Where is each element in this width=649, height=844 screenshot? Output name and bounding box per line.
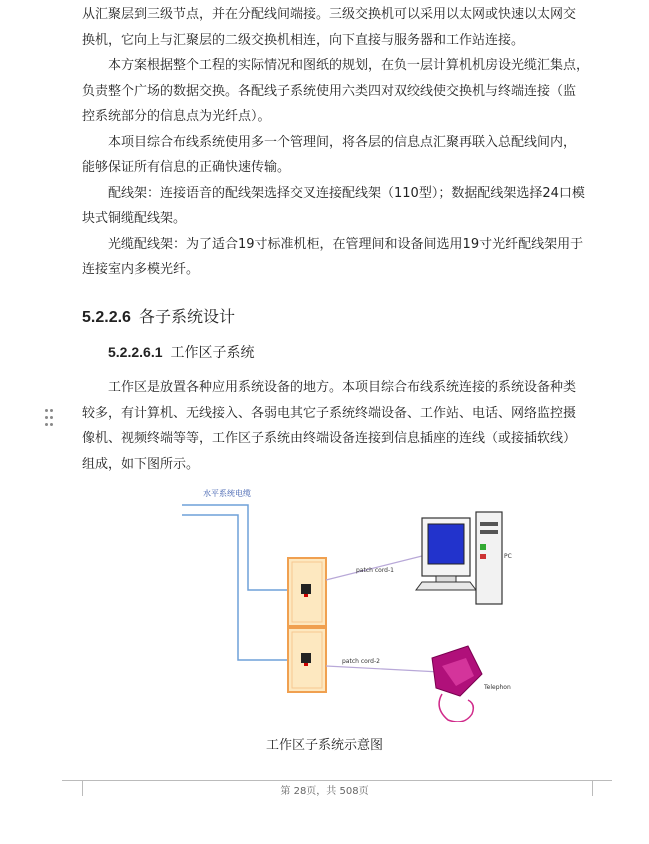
text-line: 较多，有计算机、无线接入、各弱电其它子系统终端设备、工作站、电话、网络监控摄 xyxy=(82,405,577,421)
text-line: 负责整个广场的数据交换。各配线子系统使用六类四对双绞线使交换机与终端连接（监 xyxy=(82,83,577,99)
telephone-icon xyxy=(432,646,511,722)
footer-divider xyxy=(82,780,592,781)
text-line: 本方案根据整个工程的实际情况和图纸的规划，在负一层计算机机房设光缆汇集点， xyxy=(108,58,590,73)
text-line: 工作区是放置各种应用系统设备的地方。本项目综合布线系统连接的系统设备种类 xyxy=(108,380,577,395)
subsection-heading-5-2-2-6-1 xyxy=(108,342,255,362)
page-corner-mark xyxy=(592,780,612,781)
heading-title: 各子系统设计 xyxy=(138,307,235,326)
pc-label: PC xyxy=(504,553,512,560)
heading-number: 5.2.2.6 xyxy=(82,309,131,326)
information-outlet-lower xyxy=(288,628,326,692)
text-line: 像机、视频终端等等，工作区子系统由终端设备连接到信息插座的连线（或接插软线） xyxy=(82,431,577,446)
patch-cord-1-label: patch cord-1 xyxy=(356,567,394,574)
cable-label: 水平系统电缆 xyxy=(203,489,251,498)
body-text-work-area xyxy=(82,375,592,477)
page-footer: 第 28页，共 508页 xyxy=(280,786,369,797)
figure-caption: 工作区子系统示意图 xyxy=(265,738,383,753)
work-area-diagram xyxy=(170,482,530,722)
page-corner-mark xyxy=(62,780,82,781)
text-line: 控系统部分的信息点为光纤点）。 xyxy=(82,109,271,124)
horizontal-cables xyxy=(182,505,288,660)
text-line: 能够保证所有信息的正确快速传输。 xyxy=(82,160,291,175)
text-line: 块式铜缆配线架。 xyxy=(82,211,187,226)
text-line: 从汇聚层到三级节点，并在分配线间端接。三级交换机可以采用以太网或快速以太网交 xyxy=(82,7,577,22)
telephone-label: Telephon xyxy=(484,684,511,691)
heading-number: 5.2.2.6.1 xyxy=(108,344,163,360)
text-line: 换机，它向上与汇聚层的二级交换机相连，向下直接与服务器和工作站连接。 xyxy=(82,32,525,48)
pc-icon xyxy=(416,512,512,604)
information-outlet-upper xyxy=(288,558,326,626)
text-line: 本项目综合布线系统使用多一个管理间，将各层的信息点汇聚再联入总配线间内， xyxy=(108,134,577,150)
drag-handle-icon[interactable] xyxy=(45,409,53,427)
section-heading-5-2-2-6 xyxy=(82,304,235,327)
text-line: 组成，如下图所示。 xyxy=(82,456,200,472)
text-line: 光缆配线架：为了适合19寸标准机柜，在管理间和设备间选用19寸光纤配线架用于 xyxy=(108,236,584,252)
body-text-top xyxy=(82,2,592,283)
heading-title: 工作区子系统 xyxy=(170,345,255,361)
patch-cord-2-label: patch cord-2 xyxy=(342,658,380,665)
text-line: 配线架：连接语音的配线架选择交叉连接配线架（110型）；数据配线架选择24口模 xyxy=(108,185,585,201)
text-line: 连接室内多模光纤。 xyxy=(82,262,200,277)
